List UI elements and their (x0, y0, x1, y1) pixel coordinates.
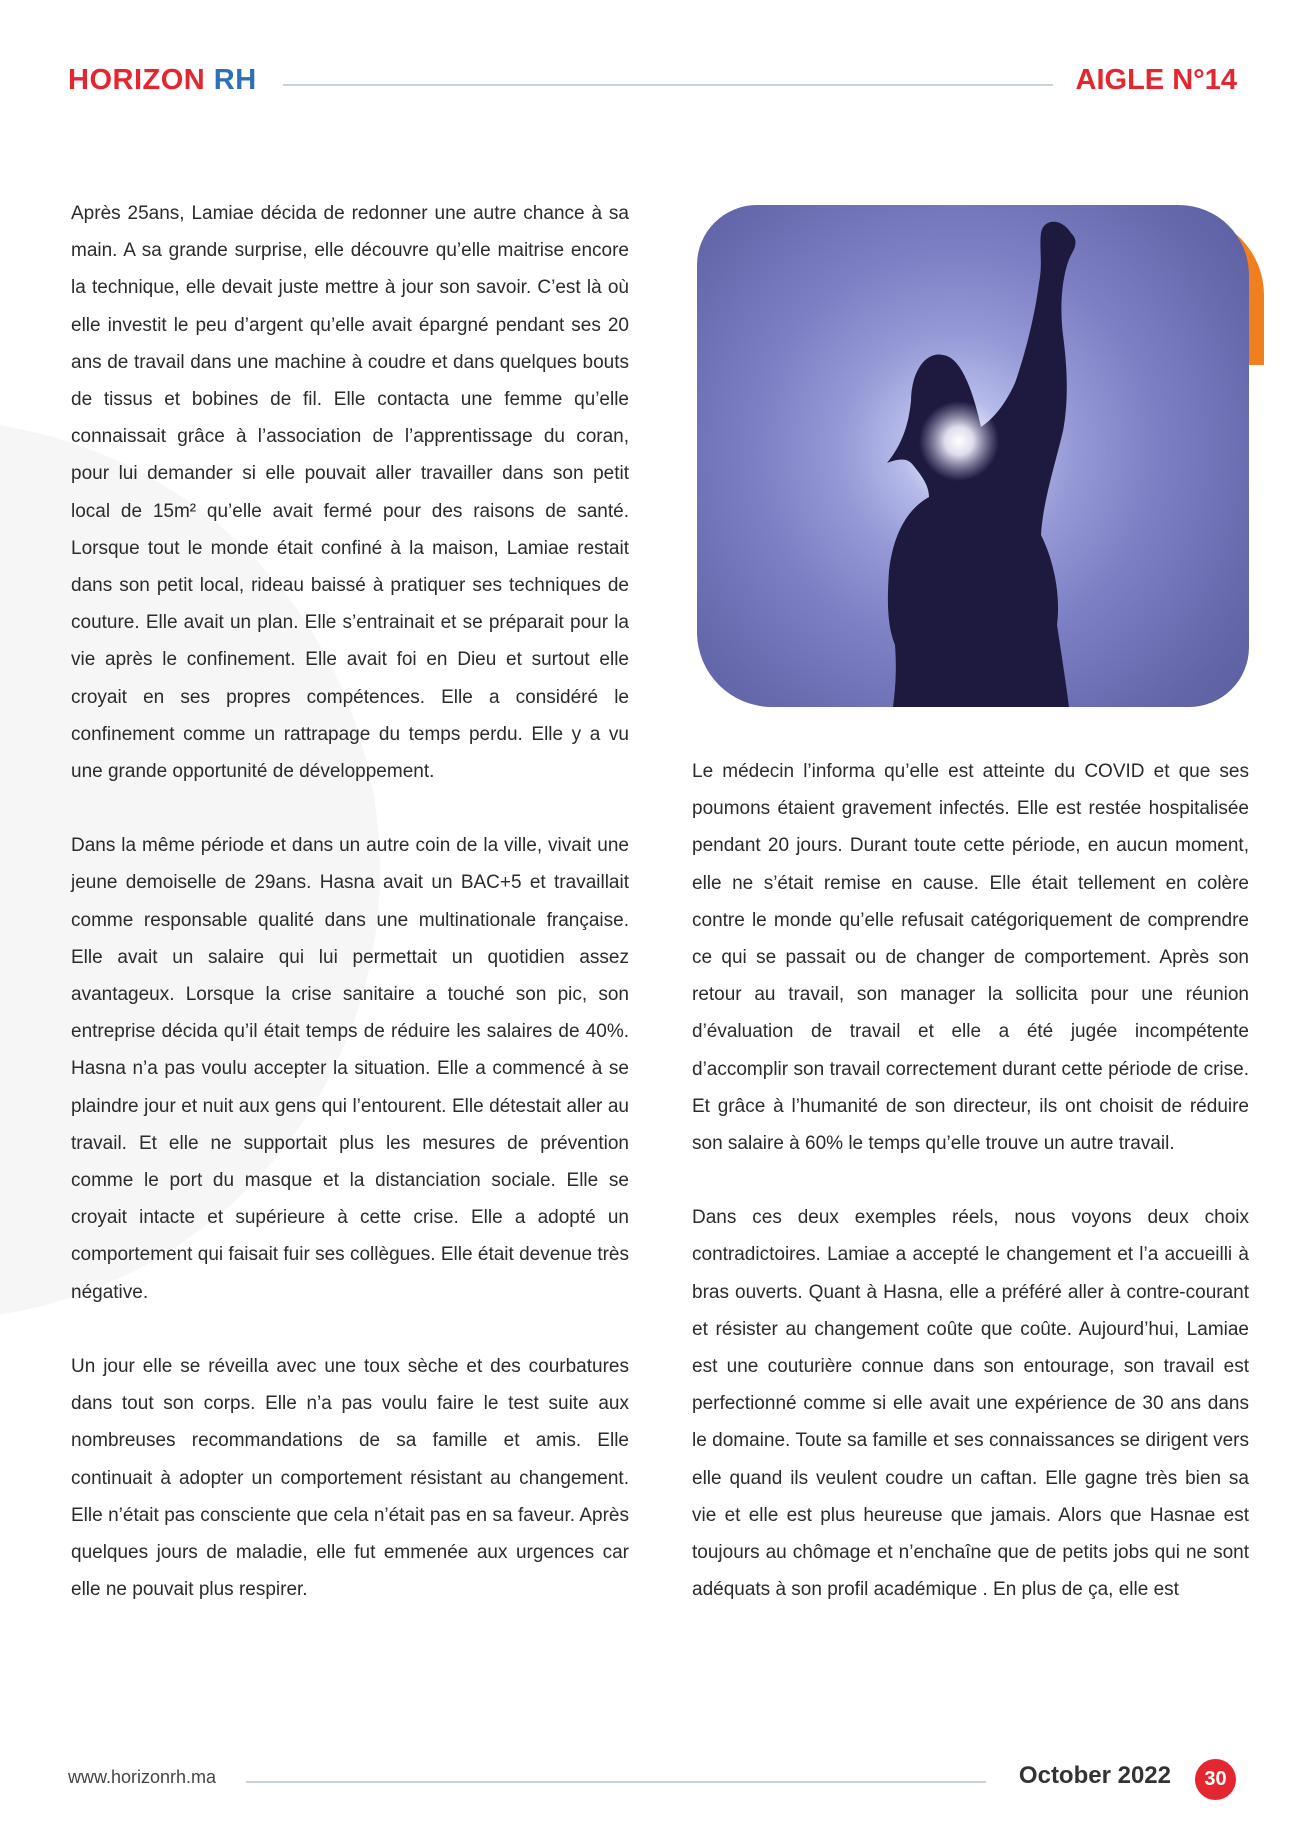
footer-divider (246, 1781, 986, 1783)
brand-logo (68, 64, 257, 97)
article-photo (697, 205, 1249, 707)
paragraph-gap (71, 790, 629, 827)
paragraph-gap (692, 1162, 1249, 1199)
photo-woman-raised-fist (697, 205, 1249, 707)
paragraph-gap (71, 1311, 629, 1348)
article-paragraph: Un jour elle se réveilla avec une toux sèche et des courbatures dans tout son corps. Elle n’a pas voulu faire le test suite aux nombreuses recommandations de sa famille et amis. Elle continuait à adopter un comportement résistant au changement. Elle n’était pas consciente que cela n’était pas en sa faveur. Après quelques jours de maladie, elle fut emmenée aux urgences car elle ne pouvait plus respirer. (71, 1355, 629, 1601)
footer-date: October 2022 (1018, 1762, 1171, 1789)
article-paragraph: Dans ces deux exemples réels, nous voyons deux choix contradictoires. Lamiae a accepté le changement et l’a accueilli à bras ouverts. Quant à Hasna, elle a préféré aller à contre-courant et résister au changement coûte que coûte. Aujourd’hui, Lamiae est une couturière connue dans son entourage, son travail est perfectionné comme si elle avait une expérience de 30 ans dans le domaine. Toute sa famille et ses connaissances se dirigent vers elle quand ils veulent coudre un caftan. Elle gagne très bien sa vie et elle est plus heureuse que jamais. Alors que Hasnae est toujours au chômage et n’enchaîne que de petits jobs qui ne sont adéquats à son profil académique . En plus de ça, elle est (692, 1207, 1249, 1601)
issue-number: AIGLE N°14 (1075, 64, 1237, 96)
article-paragraph: Le médecin l’informa qu’elle est atteinte du COVID et que ses poumons étaient gravement infectés. Elle est restée hospitalisée pendant 20 jours. Durant toute cette période, en aucun moment, elle ne s’était remise en cause. Elle était tellement en colère contre le monde qu’elle refusait catégoriquement de comprendre ce qui se passait ou de changer de comportement. Après son retour au travail, son manager la sollicita pour une réunion d’évaluation de travail et elle a été jugée incompétente d’accomplir son travail correctement durant cette période de crise. Et grâce à l’humanité de son directeur, ils ont choisit de réduire son salaire à 60% le temps qu’elle trouve un autre travail. (692, 761, 1249, 1155)
article-paragraph: Après 25ans, Lamiae décida de redonner une autre chance à sa main. A sa grande surprise, elle découvre qu’elle maitrise encore la technique, elle devait juste mettre à jour son savoir. C’est là où elle investit le peu d’argent qu’elle avait épargné pendant ses 20 ans de travail dans une machine à coudre et dans quelques bouts de tissus et bobines de fil. Elle contacta une femme qu’elle connaissait grâce à l’association de l’apprentissage du coran, pour lui demander si elle pouvait aller travailler dans son petit local de 15m² qu’elle avait fermé pour des raisons de santé. Lorsque tout le monde était confiné à la maison, Lamiae restait dans son petit local, rideau baissé à pratiquer ses techniques de couture. Elle avait un plan. Elle s’entrainait et se préparait pour la vie après le confinement. Elle avait foi en Dieu et surtout elle croyait en ses propres compétences. Elle a considéré le confinement comme un rattrapage du temps perdu. Elle y a vu une grande opportunité de développement. (71, 203, 629, 783)
article-column-right (692, 753, 1249, 1608)
brand-part-1: HORIZON (68, 64, 206, 96)
page-number-badge: 30 (1195, 1759, 1236, 1800)
article-column-left (71, 195, 629, 1608)
brand-part-2: RH (213, 64, 257, 96)
article-paragraph: Dans la même période et dans un autre coin de la ville, vivait une jeune demoiselle de 29ans. Hasna avait un BAC+5 et travaillait comme responsable qualité dans une multinationale française. Elle avait un salaire qui lui permettait un quotidien assez avantageux. Lorsque la crise sanitaire a touché son pic, son entreprise décida qu’il était temps de réduire les salaires de 40%. Hasna n’a pas voulu accepter la situation. Elle a commencé à se plaindre jour et nuit aux gens qui l’entourent. Elle détestait aller au travail. Et elle ne supportait plus les mesures de prévention comme le port du masque et la distanciation sociale. Elle se croyait intacte et supérieure à cette crise. Elle a adopté un comportement qui faisait fuir ses collègues. Elle était devenue très négative. (71, 835, 629, 1303)
silhouette-woman-icon (697, 205, 1249, 707)
page-header (0, 0, 1303, 170)
header-divider (283, 84, 1053, 86)
footer-website-link[interactable]: www.horizonrh.ma (68, 1767, 217, 1787)
